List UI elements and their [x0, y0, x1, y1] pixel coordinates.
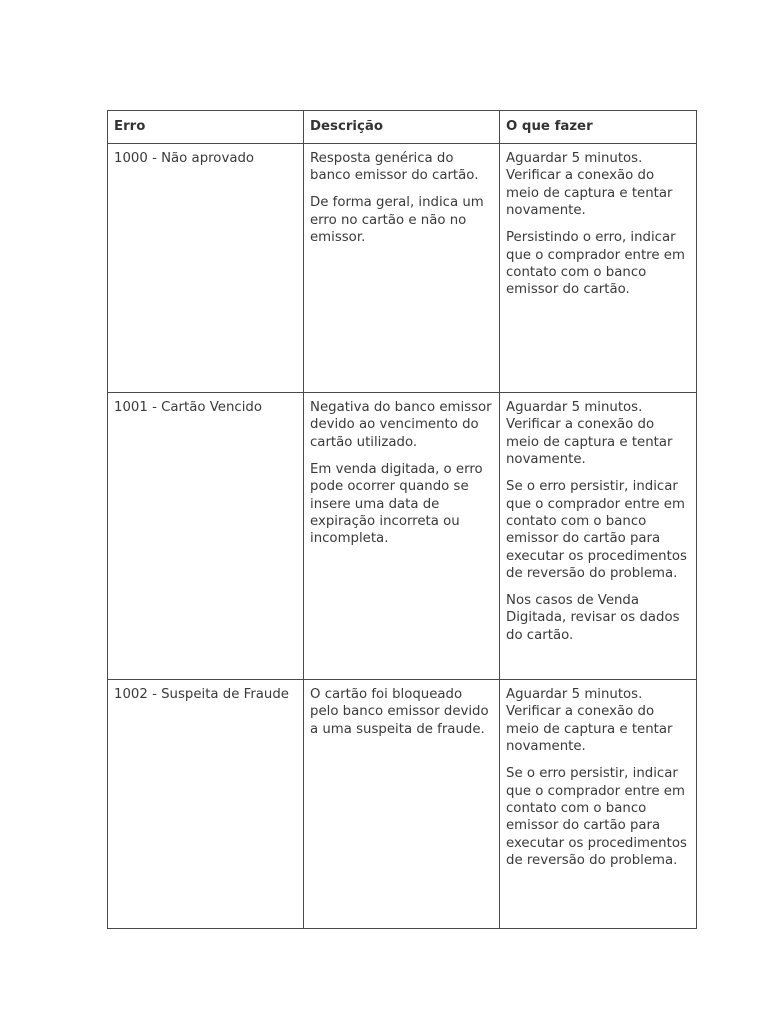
table-row — [108, 393, 697, 680]
action-cell — [500, 144, 697, 393]
error-codes-table — [107, 110, 697, 929]
action-paragraph: Aguardar 5 minutos. Verificar a conexão do meio de captura e tentar novamente. — [506, 151, 673, 219]
table-row — [108, 144, 697, 393]
action-cell — [500, 393, 697, 680]
header-o-que-fazer: O que fazer — [500, 111, 697, 144]
action-paragraph: Aguardar 5 minutos. Verificar a conexão do meio de captura e tentar novamente. — [506, 687, 673, 755]
error-code: 1001 - Cartão Vencido — [114, 400, 262, 415]
description-cell — [304, 144, 500, 393]
action-paragraph: Persistindo o erro, indicar que o comprador entre em contato com o banco emissor do cartão. — [506, 230, 685, 298]
table-row — [108, 680, 697, 929]
description-paragraph: Resposta genérica do banco emissor do cartão. — [310, 151, 479, 184]
action-paragraph: Aguardar 5 minutos. Verificar a conexão do meio de captura e tentar novamente. — [506, 400, 673, 468]
action-paragraph: Se o erro persistir, indicar que o comprador entre em contato com o banco emissor do cartão para executar os procedimentos de reversão do problema. — [506, 766, 687, 869]
header-descricao: Descrição — [304, 111, 500, 144]
description-paragraph: O cartão foi bloqueado pelo banco emissor devido a uma suspeita de fraude. — [310, 687, 489, 737]
error-code-cell — [108, 393, 304, 680]
error-code: 1000 - Não aprovado — [114, 151, 255, 166]
description-paragraph: Em venda digitada, o erro pode ocorrer quando se insere uma data de expiração incorreta ou incompleta. — [310, 461, 483, 547]
header-erro: Erro — [108, 111, 304, 144]
description-cell — [304, 680, 500, 929]
description-paragraph: Negativa do banco emissor devido ao vencimento do cartão utilizado. — [310, 400, 492, 450]
action-paragraph: Nos casos de Venda Digitada, revisar os dados do cartão. — [506, 593, 680, 643]
error-code: 1002 - Suspeita de Fraude — [114, 687, 289, 702]
error-code-cell — [108, 144, 304, 393]
action-cell — [500, 680, 697, 929]
description-paragraph: De forma geral, indica um erro no cartão e não no emissor. — [310, 195, 484, 246]
description-cell — [304, 393, 500, 680]
table-header-row — [108, 111, 697, 144]
error-code-cell — [108, 680, 304, 929]
action-paragraph: Se o erro persistir, indicar que o comprador entre em contato com o banco emissor do cartão para executar os procedimentos de reversão do problema. — [506, 479, 687, 582]
